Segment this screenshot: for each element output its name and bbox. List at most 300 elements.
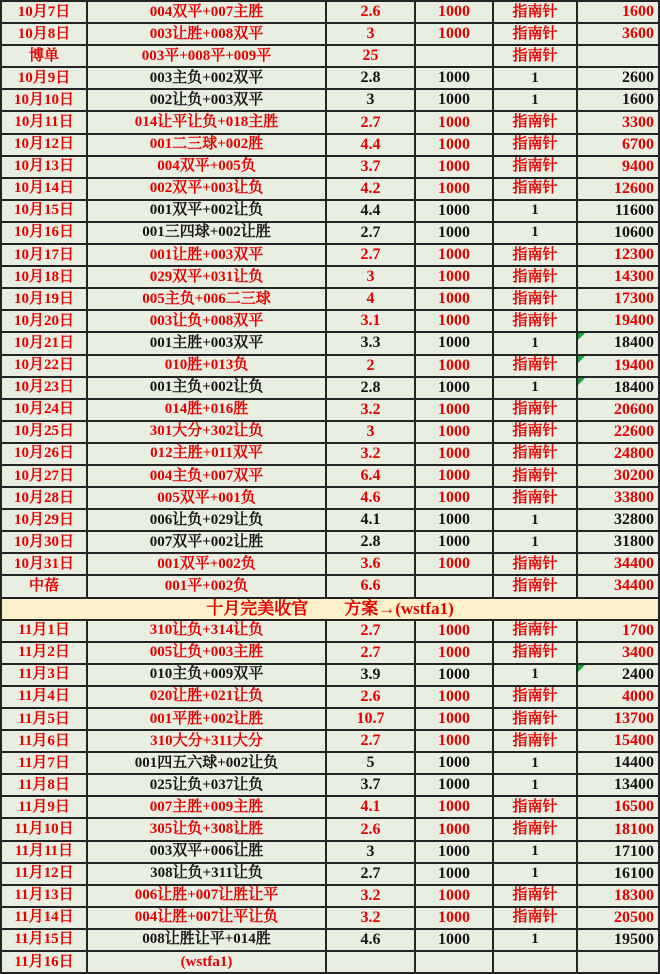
source-label: 1 [531, 379, 539, 396]
profit-cell [576, 488, 660, 508]
table-row [0, 665, 660, 687]
odds-value: 4.1 [360, 798, 381, 816]
source-cell [492, 378, 576, 398]
stake-value: 1000 [438, 400, 470, 418]
plan-cell [86, 687, 325, 707]
cell-corner-marker-icon [578, 378, 585, 385]
odds-cell [325, 333, 414, 353]
source-label: 1 [531, 931, 539, 948]
plan-cell [86, 311, 325, 331]
source-label: 1 [531, 666, 539, 683]
odds-value: 2.7 [360, 621, 381, 639]
odds-cell [325, 46, 414, 66]
table-row [0, 576, 660, 598]
odds-value: 5 [366, 754, 375, 772]
date-label: 10月19日 [13, 290, 74, 307]
odds-cell [325, 179, 414, 199]
stake-cell [414, 378, 492, 398]
odds-value: 2.7 [360, 113, 381, 131]
odds-cell [325, 311, 414, 331]
odds-cell [325, 245, 414, 265]
odds-value: 2.6 [360, 687, 381, 705]
source-label: 指南针 [512, 577, 558, 594]
date-label: 10月21日 [13, 334, 74, 351]
stake-cell [414, 753, 492, 773]
plan-label: 001让胜+003双平 [149, 246, 264, 263]
table-row [0, 819, 660, 841]
stake-value: 1000 [438, 930, 470, 948]
cell-corner-marker-icon [578, 665, 585, 672]
odds-value: 2.8 [360, 69, 381, 87]
plan-cell [86, 444, 325, 464]
profit-cell [576, 378, 660, 398]
table-row [0, 157, 660, 179]
stake-cell [414, 2, 492, 22]
source-label: 1 [531, 334, 539, 351]
source-cell [492, 356, 576, 376]
odds-value: 3.2 [360, 444, 381, 462]
plan-label: 014胜+016胜 [164, 401, 249, 418]
date-label: 10月29日 [13, 511, 74, 528]
date-cell [0, 886, 86, 906]
source-label: 指南针 [512, 555, 558, 572]
source-cell [492, 201, 576, 221]
cell-corner-marker-icon [578, 333, 585, 340]
source-label: 指南针 [512, 909, 558, 926]
source-cell [492, 46, 576, 66]
profit-cell [576, 886, 660, 906]
odds-value: 3 [366, 91, 375, 109]
date-label: 10月20日 [13, 312, 74, 329]
source-cell [492, 311, 576, 331]
plan-label: 002双平+003让负 [149, 180, 264, 197]
source-label: 1 [531, 69, 539, 86]
plan-cell [86, 797, 325, 817]
plan-label: 005主负+006二三球 [142, 290, 271, 307]
date-label: 11月13日 [14, 887, 74, 904]
stake-cell [414, 24, 492, 44]
profit-value: 1700 [622, 621, 654, 639]
date-cell [0, 554, 86, 574]
date-cell [0, 400, 86, 420]
plan-cell [86, 267, 325, 287]
source-cell [492, 90, 576, 110]
table-row [0, 731, 660, 753]
plan-cell [86, 245, 325, 265]
profit-cell [576, 135, 660, 155]
profit-cell [576, 267, 660, 287]
plan-label: 010胜+013负 [164, 357, 249, 374]
table-row [0, 643, 660, 665]
profit-value: 13400 [614, 776, 654, 794]
source-cell [492, 267, 576, 287]
plan-cell [86, 621, 325, 641]
profit-cell [576, 643, 660, 663]
stake-cell [414, 179, 492, 199]
odds-value: 4.6 [360, 930, 381, 948]
source-label: 指南针 [512, 180, 558, 197]
plan-cell [86, 665, 325, 685]
date-label: 11月6日 [18, 732, 70, 749]
date-cell [0, 24, 86, 44]
odds-value: 10.7 [356, 710, 385, 728]
table-row [0, 930, 660, 952]
profit-cell [576, 753, 660, 773]
stake-value: 1000 [438, 422, 470, 440]
date-cell [0, 157, 86, 177]
divider-right-text: 方案→(wstfa1) [344, 599, 454, 619]
stake-cell [414, 819, 492, 839]
date-label: 10月10日 [13, 91, 74, 108]
plan-label: 003让胜+008双平 [149, 25, 264, 42]
odds-cell [325, 709, 414, 729]
date-cell [0, 510, 86, 530]
stake-cell [414, 576, 492, 596]
stake-cell [414, 68, 492, 88]
profit-value: 19400 [614, 356, 654, 374]
plan-label: 004双平+007主胜 [149, 3, 264, 20]
date-label: 10月8日 [17, 25, 71, 42]
date-cell [0, 576, 86, 596]
stake-value: 1000 [438, 710, 470, 728]
stake-value: 1000 [438, 91, 470, 109]
table-row [0, 311, 660, 333]
profit-value: 17100 [614, 842, 654, 860]
date-label: 中蓓 [28, 577, 59, 594]
profit-cell [576, 510, 660, 530]
stake-cell [414, 775, 492, 795]
stake-value: 1000 [438, 378, 470, 396]
stake-value: 1000 [438, 157, 470, 175]
table-row [0, 886, 660, 908]
odds-value: 3.2 [360, 886, 381, 904]
source-label: 指南针 [512, 821, 558, 838]
plan-label: 014让平让负+018主胜 [134, 114, 279, 131]
plan-cell [86, 643, 325, 663]
odds-cell [325, 576, 414, 596]
plan-label: 007双平+002让胜 [149, 533, 264, 550]
date-label: 11月1日 [18, 622, 70, 639]
stake-cell [414, 223, 492, 243]
profit-value: 19400 [614, 312, 654, 330]
source-cell [492, 400, 576, 420]
source-label: 指南针 [512, 710, 558, 727]
divider-left-text: 十月完美收官 [206, 599, 309, 619]
source-cell [492, 422, 576, 442]
profit-cell [576, 356, 660, 376]
stake-cell [414, 952, 492, 972]
date-cell [0, 356, 86, 376]
stake-value: 1000 [438, 489, 470, 507]
date-label: 11月9日 [18, 798, 70, 815]
profit-value: 3300 [622, 113, 654, 131]
table-row [0, 2, 660, 24]
stake-cell [414, 333, 492, 353]
table-row [0, 267, 660, 289]
stake-value: 1000 [438, 25, 470, 43]
stake-value: 1000 [438, 533, 470, 551]
table-row [0, 952, 660, 974]
profit-value: 9400 [622, 157, 654, 175]
stake-cell [414, 46, 492, 66]
profit-cell [576, 466, 660, 486]
source-label: 指南针 [512, 290, 558, 307]
plan-label: 012主胜+011双平 [150, 445, 263, 462]
source-cell [492, 576, 576, 596]
odds-value: 6.4 [360, 467, 381, 485]
plan-label: 001平+002负 [164, 577, 249, 594]
profit-cell [576, 819, 660, 839]
odds-cell [325, 731, 414, 751]
odds-value: 2.6 [360, 3, 381, 21]
source-label: 指南针 [512, 312, 558, 329]
table-row [0, 444, 660, 466]
plan-cell [86, 532, 325, 552]
profit-value: 24800 [614, 444, 654, 462]
date-cell [0, 731, 86, 751]
profit-value: 10600 [614, 223, 654, 241]
stake-cell [414, 157, 492, 177]
stake-value: 1000 [438, 908, 470, 926]
profit-value: 6700 [622, 135, 654, 153]
date-cell [0, 621, 86, 641]
stake-cell [414, 112, 492, 132]
stake-cell [414, 422, 492, 442]
odds-value: 2.8 [360, 378, 381, 396]
source-cell [492, 952, 576, 972]
odds-value: 3.3 [360, 334, 381, 352]
date-cell [0, 466, 86, 486]
plan-label: 308让负+311让负 [150, 865, 263, 882]
profit-value: 15400 [614, 732, 654, 750]
stake-cell [414, 665, 492, 685]
source-label: 指南针 [512, 887, 558, 904]
source-label: 1 [531, 533, 539, 550]
table-row [0, 908, 660, 930]
plan-label: 001双平+002让负 [149, 202, 264, 219]
stake-value: 1000 [438, 69, 470, 87]
plan-label: 002让负+003双平 [149, 91, 264, 108]
plan-cell [86, 731, 325, 751]
source-label: 指南针 [512, 489, 558, 506]
stake-cell [414, 687, 492, 707]
profit-cell [576, 554, 660, 574]
stake-cell [414, 90, 492, 110]
profit-value: 1600 [622, 3, 654, 21]
source-label: 1 [531, 511, 539, 528]
table-row [0, 68, 660, 90]
date-cell [0, 753, 86, 773]
stake-value: 1000 [438, 290, 470, 308]
date-label: 10月27日 [13, 467, 74, 484]
date-cell [0, 112, 86, 132]
date-cell [0, 422, 86, 442]
odds-cell [325, 2, 414, 22]
source-label: 指南针 [512, 798, 558, 815]
odds-value: 3.6 [360, 555, 381, 573]
date-label: 11月5日 [18, 710, 70, 727]
table-row [0, 842, 660, 864]
stake-value: 1000 [438, 135, 470, 153]
stake-value: 1000 [438, 732, 470, 750]
source-cell [492, 466, 576, 486]
source-cell [492, 930, 576, 950]
date-cell [0, 90, 86, 110]
date-label: 11月12日 [14, 865, 74, 882]
source-cell [492, 488, 576, 508]
date-label: 11月2日 [18, 644, 70, 661]
plan-label: 003双平+006让胜 [149, 843, 264, 860]
stake-value: 1000 [438, 246, 470, 264]
odds-value: 2 [366, 356, 375, 374]
source-label: 指南针 [512, 644, 558, 661]
odds-value: 6.6 [360, 577, 381, 595]
profit-cell [576, 665, 660, 685]
table-row [0, 488, 660, 510]
source-cell [492, 510, 576, 530]
profit-cell [576, 201, 660, 221]
plan-label: 006让负+029让负 [149, 511, 264, 528]
date-label: 10月28日 [13, 489, 74, 506]
plan-cell [86, 864, 325, 884]
table-row [0, 510, 660, 532]
source-label: 1 [531, 865, 539, 882]
plan-cell [86, 46, 325, 66]
stake-value: 1000 [438, 179, 470, 197]
profit-cell [576, 90, 660, 110]
source-cell [492, 554, 576, 574]
stake-cell [414, 135, 492, 155]
odds-value: 4.6 [360, 489, 381, 507]
profit-value: 14400 [614, 754, 654, 772]
odds-value: 3.7 [360, 157, 381, 175]
date-label: 10月23日 [13, 379, 74, 396]
plan-cell [86, 819, 325, 839]
profit-cell [576, 157, 660, 177]
odds-value: 3.2 [360, 400, 381, 418]
odds-cell [325, 400, 414, 420]
profit-value: 34400 [614, 577, 654, 595]
date-label: 10月9日 [17, 69, 71, 86]
plan-cell [86, 709, 325, 729]
plan-label: 020让胜+021让负 [149, 688, 264, 705]
odds-cell [325, 665, 414, 685]
date-label: 10月14日 [13, 180, 74, 197]
table-row [0, 554, 660, 576]
date-cell [0, 201, 86, 221]
plan-cell [86, 223, 325, 243]
stake-value: 1000 [438, 268, 470, 286]
plan-label: 010主负+009双平 [149, 666, 264, 683]
odds-cell [325, 444, 414, 464]
profit-cell [576, 400, 660, 420]
stake-cell [414, 797, 492, 817]
date-label: 10月26日 [13, 445, 74, 462]
profit-cell [576, 223, 660, 243]
profit-value: 18400 [614, 378, 654, 396]
odds-value: 3 [366, 422, 375, 440]
profit-cell [576, 709, 660, 729]
date-cell [0, 687, 86, 707]
source-cell [492, 731, 576, 751]
plan-label: 001四五六球+002让负 [134, 754, 279, 771]
profit-value: 20600 [614, 400, 654, 418]
profit-value: 16500 [614, 798, 654, 816]
odds-cell [325, 289, 414, 309]
plan-cell [86, 112, 325, 132]
profit-value: 34400 [614, 555, 654, 573]
odds-value: 3 [366, 842, 375, 860]
profit-value: 12600 [614, 179, 654, 197]
plan-label: 025让负+037让负 [149, 776, 264, 793]
odds-value: 4.4 [360, 135, 381, 153]
odds-cell [325, 687, 414, 707]
profit-value: 31800 [614, 533, 654, 551]
stake-cell [414, 886, 492, 906]
profit-value: 3600 [622, 25, 654, 43]
table-row [0, 223, 660, 245]
odds-cell [325, 643, 414, 663]
source-cell [492, 68, 576, 88]
plan-label: 004让胜+007让平让负 [134, 909, 279, 926]
date-cell [0, 267, 86, 287]
source-cell [492, 864, 576, 884]
date-label: 10月25日 [13, 423, 74, 440]
profit-cell [576, 797, 660, 817]
profit-cell [576, 731, 660, 751]
date-cell [0, 643, 86, 663]
source-label: 1 [531, 843, 539, 860]
table-row [0, 90, 660, 112]
odds-cell [325, 90, 414, 110]
date-cell [0, 908, 86, 928]
profit-value: 16100 [614, 864, 654, 882]
stake-cell [414, 245, 492, 265]
plan-label: 005双平+001负 [157, 489, 256, 506]
profit-cell [576, 422, 660, 442]
plan-cell [86, 179, 325, 199]
stake-cell [414, 842, 492, 862]
source-label: 1 [531, 202, 539, 219]
date-cell [0, 311, 86, 331]
date-cell [0, 68, 86, 88]
stake-cell [414, 356, 492, 376]
odds-value: 2.6 [360, 820, 381, 838]
plan-cell [86, 157, 325, 177]
date-label: 10月18日 [13, 268, 74, 285]
table-row [0, 245, 660, 267]
plan-cell [86, 356, 325, 376]
date-cell [0, 333, 86, 353]
plan-cell [86, 90, 325, 110]
odds-cell [325, 952, 414, 972]
source-cell [492, 245, 576, 265]
profit-value: 18300 [614, 886, 654, 904]
profit-value: 20500 [614, 908, 654, 926]
stake-value: 1000 [438, 842, 470, 860]
stake-value: 1000 [438, 511, 470, 529]
plan-cell [86, 554, 325, 574]
table-row [0, 775, 660, 797]
plan-label: 004双平+005负 [157, 158, 256, 175]
stake-cell [414, 400, 492, 420]
table-row [0, 687, 660, 709]
date-label: 11月10日 [14, 821, 74, 838]
source-cell [492, 797, 576, 817]
source-cell [492, 24, 576, 44]
odds-value: 2.8 [360, 533, 381, 551]
odds-value: 3.7 [360, 776, 381, 794]
